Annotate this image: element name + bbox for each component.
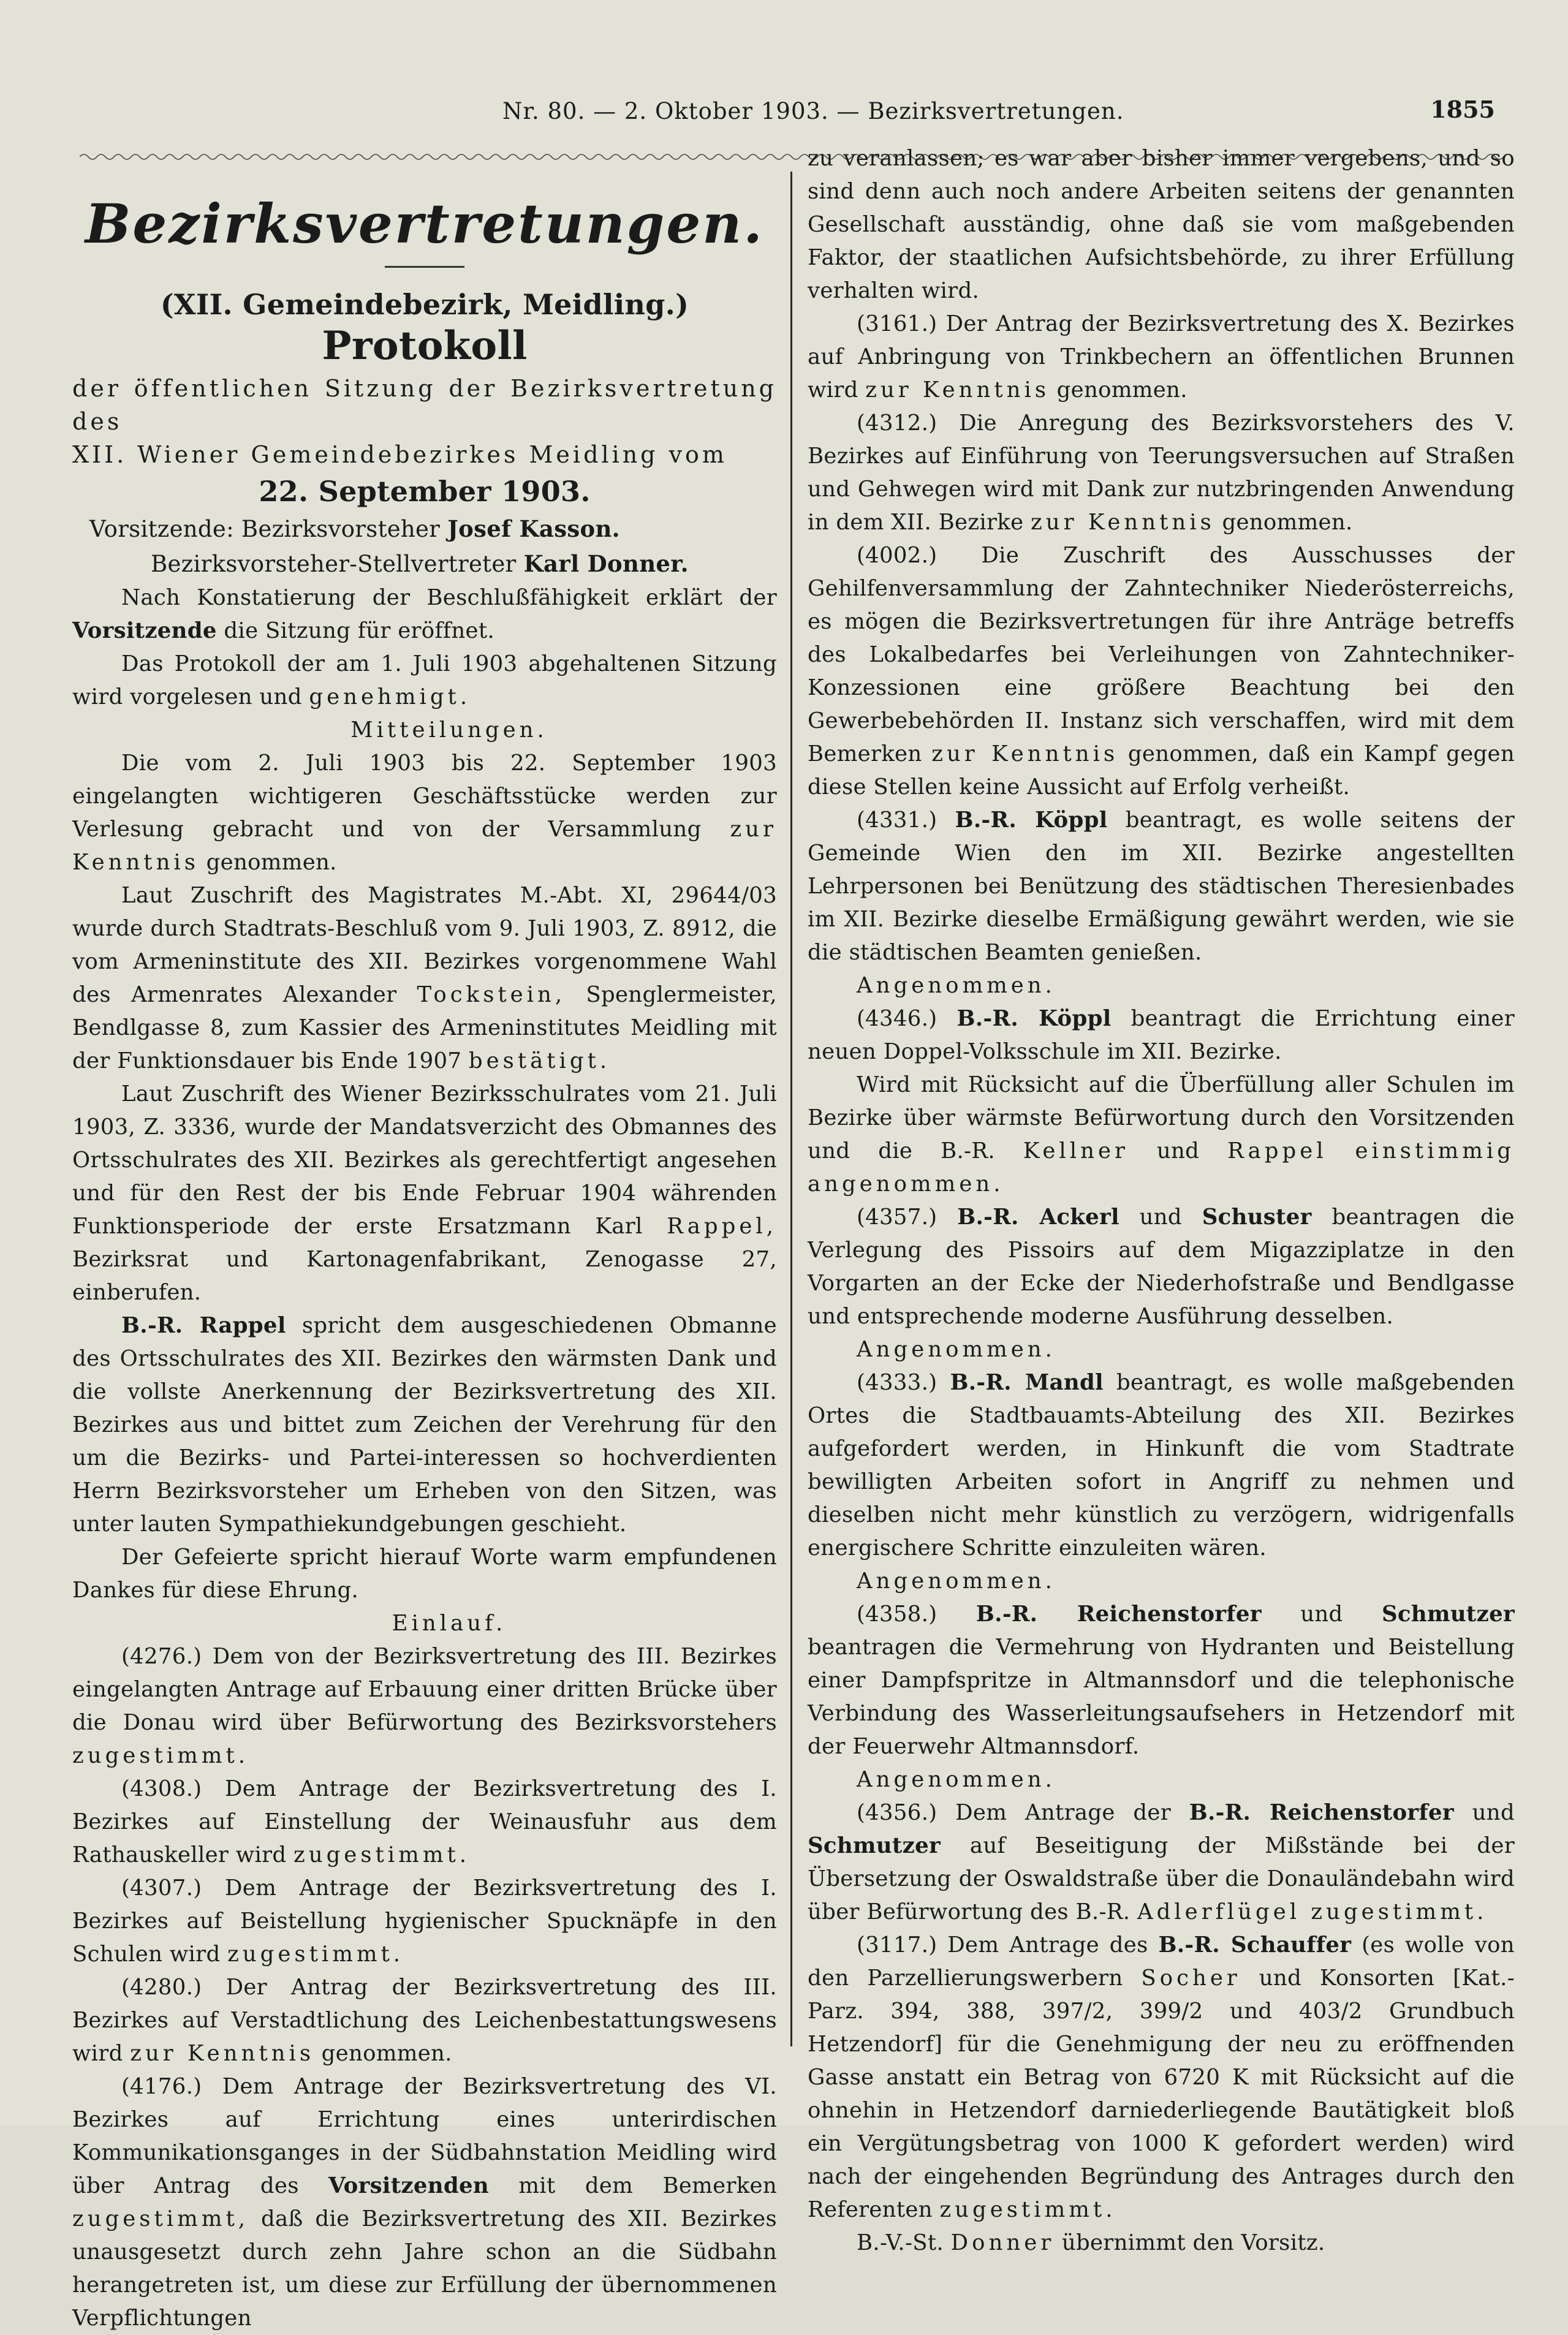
paragraph-opening: Nach Konstatierung der Beschlußfähigkeit erklärt der Vorsitzende die Sitzung für eröffnet. xyxy=(72,585,777,643)
vice-chairman-line xyxy=(72,547,777,581)
angenommen-3: Angenommen. xyxy=(857,1569,1056,1594)
paragraph-4346: (4346.) B.-R. Köppl beantragt die Errichtung einer neuen Doppel-Volksschule im XII. Bezirke. xyxy=(808,1006,1515,1064)
issue-line: Nr. 80. — 2. Oktober 1903. — Bezirksvertretungen. xyxy=(502,98,1124,124)
section-title: Bezirksvertretungen. xyxy=(85,192,764,255)
chairman-label: Vorsitzende: Bezirksvorsteher xyxy=(89,516,441,542)
protokoll-heading: Protokoll xyxy=(322,323,528,369)
running-header xyxy=(123,92,1495,135)
paragraph-3161: (3161.) Der Antrag der Bezirksvertretung des X. Bezirkes auf Anbringung von Trinkbechern an öffentlichen Brunnen wird zur Kenntnis genommen. xyxy=(808,311,1515,403)
paragraph-einlauf-4308: (4308.) Dem Antrage der Bezirksvertretung des I. Bezirkes auf Einstellung der Weinausfuhr aus dem Rathauskeller wird zugestimmt. xyxy=(72,1776,777,1868)
paragraph-mitteilung-5: Der Gefeierte spricht hierauf Worte warm empfundenen Dankes für diese Ehrung. xyxy=(72,1545,777,1603)
angenommen-2: Angenommen. xyxy=(857,1337,1056,1362)
paragraph-mitteilung-2: Laut Zuschrift des Magistrates M.-Abt. XI, 29644/03 wurde durch Stadtrats-Beschluß vom 9. Juli 1903, Z. 8912, die vom Armeninstitute des XII. Bezirkes vorgenommene Wahl des Armenrates Alexander Tockstein, Spenglermeister, Bendlgasse 8, zum Kassier des Armeninstitutes Meidling mit der Funktionsdauer bis Ende 1907 bestätigt. xyxy=(72,883,777,1073)
vice-chairman-label: Bezirksvorsteher-Stellvertreter xyxy=(151,551,517,577)
page-number: 1855 xyxy=(1430,96,1495,123)
paragraph-continuation: zu veranlassen; es war aber bisher immer vergebens, und so sind denn auch noch andere Arbeiten seitens der genannten Gesellschaft ausständig, ohne daß sie vom maßgebenden Faktor, der staatlichen Aufsichtsbehörde, zu ihrer Erfüllung verhalten wird. xyxy=(808,146,1515,303)
district-heading: (XII. Gemeindebezirk, Meidling.) xyxy=(160,288,689,321)
paragraph-4357: (4357.) B.-R. Ackerl und Schuster beantragen die Verlegung des Pissoirs auf dem Migazziplatze in den Vorgarten an der Ecke der Niederhofstraße und Bendlgasse und entsprechende moderne Ausführung desselben. xyxy=(808,1205,1515,1329)
paragraph-einlauf-4176: (4176.) Dem Antrage der Bezirksvertretung des VI. Bezirkes auf Errichtung eines unterirdischen Kommunikationsganges in der Südbahnstation Meidling wird über Antrag des Vorsitzenden mit dem Bemerken zugestimmt, daß die Bezirksvertretung des XII. Bezirkes unausgesetzt durch zehn Jahre schon an die Südbahn herangetreten ist, um diese zur Erfüllung der übernommenen Verpflichtungen xyxy=(72,2074,777,2331)
heading-mitteilungen: Mitteilungen. xyxy=(350,717,548,743)
column-divider xyxy=(790,172,792,2046)
title-rule xyxy=(385,266,464,268)
session-title-line-1: der öffentlichen Sitzung der Bezirksvertretung des xyxy=(72,375,777,435)
paragraph-einlauf-4307: (4307.) Dem Antrage der Bezirksvertretung des I. Bezirkes auf Beistellung hygienischer Spucknäpfe in den Schulen wird zugestimmt. xyxy=(72,1875,777,1967)
paragraph-4312: (4312.) Die Anregung des Bezirksvorstehers des V. Bezirkes auf Einführung von Teerungsversuchen auf Straßen und Gehwegen wird mit Dank zur nutzbringenden Anwendung in dem XII. Bezirke zur Kenntnis genommen. xyxy=(808,411,1515,535)
paragraph-3117: (3117.) Dem Antrage des B.-R. Schauffer (es wolle von den Parzellierungswerbern Socher und Konsorten [Kat.-Parz. 394, 388, 397/2, 399/2 und 403/2 Grundbuch Hetzendorf] für die Genehmigung der neu zu eröffnenden Gasse anstatt ein Betrag von 6720 K mit Rücksicht auf die ohnehin in Hetzendorf darniederliegende Bautätigkeit bloß ein Vergütungsbetrag von 1000 K gefordert werden) wird nach der eingehenden Begründung des Antrages durch den Referenten zugestimmt. xyxy=(808,1932,1515,2222)
angenommen-4: Angenommen. xyxy=(857,1767,1056,1792)
paragraph-mitteilung-3: Laut Zuschrift des Wiener Bezirksschulrates vom 21. Juli 1903, Z. 3336, wurde der Mandatsverzicht des Obmannes des Ortsschulrates des XII. Bezirkes als gerechtfertigt angesehen und für den Rest der bis Ende Februar 1904 währenden Funktionsperiode der erste Ersatzmann Karl Rappel, Bezirksrat und Kartonagenfabrikant, Zenogasse 27, einberufen. xyxy=(72,1081,777,1305)
paragraph-4002: (4002.) Die Zuschrift des Ausschusses der Gehilfenversammlung der Zahntechniker Niederösterreichs, es mögen die Bezirksvertretungen für ihre Anträge betreffs des Lokalbedarfes bei Verleihungen von Zahntechniker-Konzessionen eine größere Beachtung bei den Gewerbebehörden II. Instanz sich verschaffen, wird mit dem Bemerken zur Kenntnis genommen, daß ein Kampf gegen diese Stellen keine Aussicht auf Erfolg verheißt. xyxy=(808,543,1515,800)
paragraph-4346-resolution: Wird mit Rücksicht auf die Überfüllung aller Schulen im Bezirke über wärmste Befürwortung durch den Vorsitzenden und die B.-R. Kellner und Rappel einstimmig angenommen. xyxy=(808,1072,1515,1197)
left-column xyxy=(72,178,777,2335)
chairman-line xyxy=(72,512,777,547)
paragraph-4356: (4356.) Dem Antrage der B.-R. Reichenstorfer und Schmutzer auf Beseitigung der Mißstände bei der Übersetzung der Oswaldstraße über die Donauländebahn wird über Befürwortung des B.-R. Adlerflügel zugestimmt. xyxy=(808,1800,1515,1924)
vice-chairman-name: Karl Donner. xyxy=(523,550,689,577)
paragraph-chair-change: B.-V.-St. Donner übernimmt den Vorsitz. xyxy=(857,2230,1325,2255)
heading-einlauf: Einlauf. xyxy=(392,1611,507,1636)
paragraph-mitteilung-4: B.-R. Rappel spricht dem ausgeschiedenen Obmanne des Ortsschulrates des XII. Bezirkes den wärmsten Dank und die vollste Anerkennung der Bezirksvertretung des XII. Bezirkes aus und bittet zum Zeichen der Verehrung für den um die Bezirks- und Partei-interessen so hochverdienten Herrn Bezirksvorsteher um Erheben von den Sitzen, was unter lauten Sympathiekundgebungen geschieht. xyxy=(72,1313,777,1537)
paragraph-einlauf-4276: (4276.) Dem von der Bezirksvertretung des III. Bezirkes eingelangten Antrage auf Erbauung einer dritten Brücke über die Donau wird über Befürwortung des Bezirksvorstehers zugestimmt. xyxy=(72,1644,777,1768)
paragraph-minutes: Das Protokoll der am 1. Juli 1903 abgehaltenen Sitzung wird vorgelesen und genehmigt. xyxy=(72,651,777,710)
paragraph-einlauf-4280: (4280.) Der Antrag der Bezirksvertretung des III. Bezirkes auf Verstadtlichung des Leichenbestattungswesens wird zur Kenntnis genommen. xyxy=(72,1975,777,2066)
session-title-line-2: XII. Wiener Gemeindebezirkes Meidling vom xyxy=(72,441,727,468)
paragraph-mitteilung-1: Die vom 2. Juli 1903 bis 22. September 1903 eingelangten wichtigeren Geschäftsstücke werden zur Verlesung gebracht und von der Versammlung zur Kenntnis genommen. xyxy=(72,751,777,875)
paragraph-4331: (4331.) B.-R. Köppl beantragt, es wolle seitens der Gemeinde Wien den im XII. Bezirke angestellten Lehrpersonen bei Benützung des städtischen Theresienbades im XII. Bezirke dieselbe Ermäßigung gewährt werden, wie sie die städtischen Beamten genießen. xyxy=(808,808,1515,965)
angenommen-1: Angenommen. xyxy=(857,973,1056,998)
chairman-name: Josef Kasson. xyxy=(447,515,620,542)
right-column xyxy=(808,142,1515,2260)
paragraph-4358: (4358.) B.-R. Reichenstorfer und Schmutzer beantragen die Vermehrung von Hydranten und Beistellung einer Dampfspritze in Altmannsdorf und die telephonische Verbindung des Wasserleitungsaufsehers in Hetzendorf mit der Feuerwehr Altmannsdorf. xyxy=(808,1602,1515,1759)
paragraph-4333: (4333.) B.-R. Mandl beantragt, es wolle maßgebenden Ortes die Stadtbauamts-Abteilung des XII. Bezirkes aufgefordert werden, in Hinkunft die vom Stadtrate bewilligten Arbeiten sofort in Angriff zu nehmen und dieselben nicht mehr künstlich zu verzögern, widrigenfalls energischere Schritte einzuleiten wären. xyxy=(808,1370,1515,1561)
session-date: 22. September 1903. xyxy=(259,475,591,508)
